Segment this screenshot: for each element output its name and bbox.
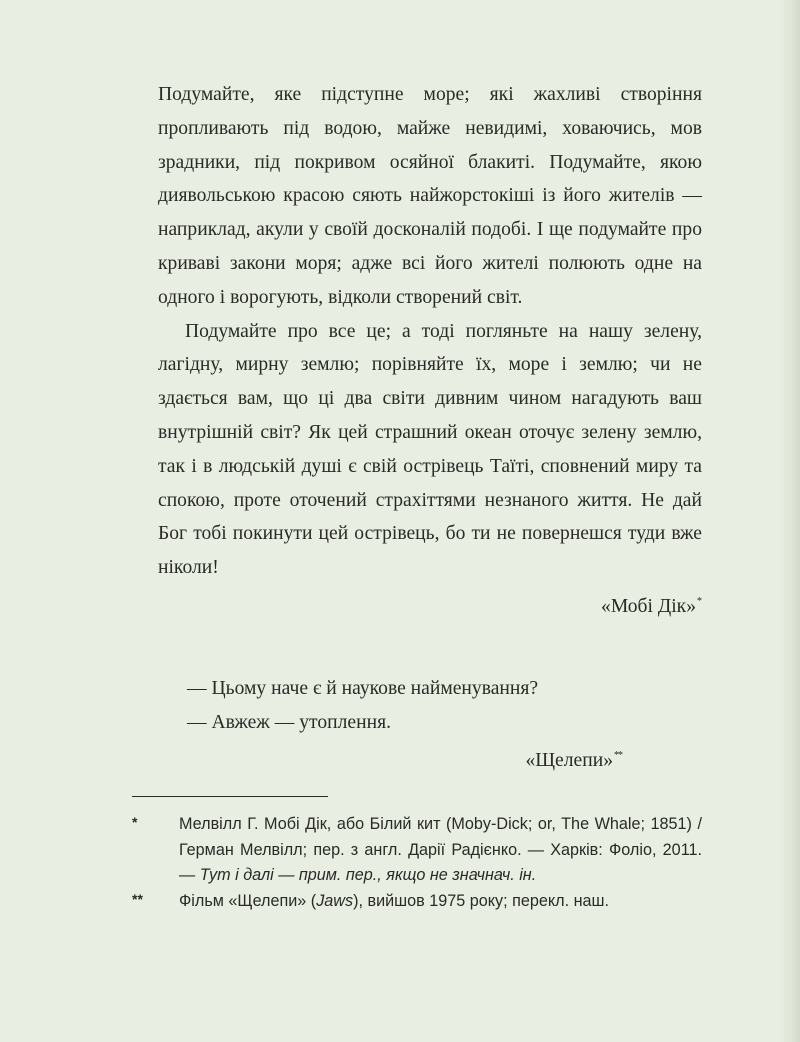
footnote-1-mark: * (132, 814, 138, 830)
footnote-2-italic: Jaws (316, 891, 354, 910)
quote-paragraph-1: Подумайте, яке підступне море; які жахливі створіння пропливають під водою, майже невидимі, ховаючись, мов зрадники, під покривом осяйної блакиті. Подумайте, якою диявольською красою сяють найжорстокіші із його жителів — наприклад, акули у своїй досконалій подобі. І ще подумайте про криваві закони моря; адже всі його жителі полюють одне на одного і ворогують, відколи створений світ. (158, 84, 702, 308)
dialogue-attribution-text: «Щелепи» (525, 750, 613, 772)
dialogue-line-1: — Цьому наче є й наукове найменування? (187, 677, 539, 699)
footnote-2-text-after: ), вийшов 1975 року; перекл. наш. (353, 891, 610, 910)
footnote-1-italic: Тут і далі — прим. пер., якщо не значнач. ін. (199, 866, 537, 885)
page-edge (778, 0, 800, 1042)
footnote-2-text-before: Фільм «Щелепи» ( (179, 891, 317, 910)
footnote-1-text: Мелвілл Г. Мобі Дік, або Білий кит (Moby-Dick; or, The Whale; 1851) / Герман Мелвілл; пер. з англ. Дарії Радієнко. — Харків: Фоліо, 2011. — (179, 815, 702, 885)
footnote-1 (132, 812, 702, 889)
footnote-divider (132, 796, 328, 797)
quote-attribution-text: «Мобі Дік» (601, 595, 696, 617)
footnote-2 (132, 889, 702, 915)
epigraph-block (158, 78, 702, 778)
dialogue-attribution (158, 739, 702, 778)
quote-paragraph-2: Подумайте про все це; а тоді погляньте на нашу зелену, лагідну, мирну землю; порівняйте їх, море і землю; чи не здається вам, що ці два світи дивним чином нагадують ваш внутрішній світ? Як цей страшний океан оточує зелену землю, так і в людській душі є свій острівець Таїті, сповнений миру та спокою, проте оточений страхіттями незнаного життя. Не дай Бог тобі покинути цей острівець, бо ти не повернешся туди вже ніколи! (158, 320, 702, 579)
footnote-2-mark: ** (132, 890, 143, 907)
quote-footnote-mark: * (697, 595, 702, 607)
dialogue-block (158, 672, 702, 778)
dialogue-footnote-mark: ** (614, 750, 622, 762)
footnotes (132, 812, 702, 914)
dialogue-line-2: — Авжеж — утоплення. (187, 711, 391, 733)
quote-attribution (158, 585, 702, 624)
